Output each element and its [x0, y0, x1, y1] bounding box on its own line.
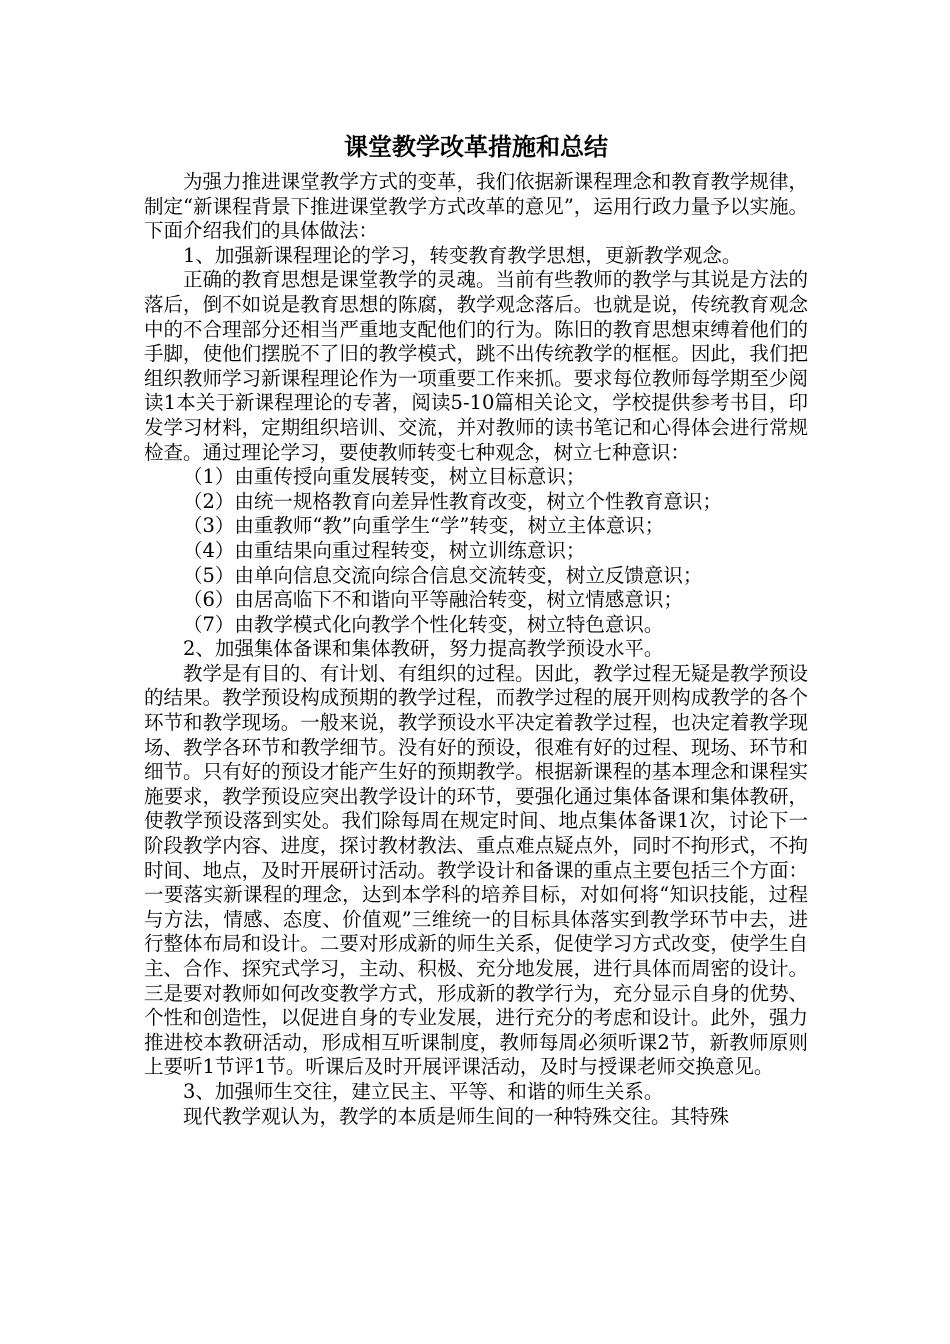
section-heading-2: 2、加强集体备课和集体教研，努力提高教学预设水平。 — [183, 637, 664, 661]
document-title: 课堂教学改革措施和总结 — [344, 132, 608, 161]
body-paragraph: 教学是有目的、有计划、有组织的过程。因此，教学过程无疑是教学预设的结果。教学预设构成预期的教学过程，而教学过程的展开则构成教学的各个环节和教学现场。一般来说，教学预设水平决定着教学过程，也决定着教学现场、教学各环节和教学细节。没有好的预设，很难有好的过程、现场、环节和细节。只有好的预设才能产生好的预期教学。根据新课程的基本理念和课程实施要求，教学预设应突出教学设计的环节，要强化通过集体备课和集体教研，使教学预设落到实处。我们除每周在规定时间、地点集体备课1次，讨论下一阶段教学内容、进度，探讨教材教法、重点难点疑点外，同时不拘形式，不拘时间、地点，及时开展研讨活动。教学设计和备课的重点主要包括三个方面：一要落实新课程的理念，达到本学科的培养目标，对如何将“知识技能，过程与方法，情感、态度、价值观”三维统一的目标具体落实到教学环节中去，进行整体布局和设计。二要对形成新的师生关系，促使学习方式改变，使学生自主、合作、探究式学习，主动、积极、充分地发展，进行具体而周密的设计。三是要对教师如何改变教学方式，形成新的教学行为，充分显示自身的优势、个性和创造性，以促进自身的专业发展，进行充分的考虑和设计。此外，强力推进校本教研活动，形成相互听课制度，教师每周必须听课2节，新教师原则上要听1节评1节。听课后及时开展评课活动，及时与授课老师交换意见。 — [144, 661, 808, 1079]
section-heading-3: 3、加强师生交往，建立民主、平等、和谐的师生关系。 — [183, 1079, 664, 1103]
list-item-1: （1）由重传授向重发展转变，树立目标意识； — [183, 465, 586, 489]
list-item-4: （4）由重结果向重过程转变，树立训练意识； — [183, 538, 586, 562]
document-body — [144, 130, 808, 1129]
body-paragraph: 现代教学观认为，教学的本质是师生间的一种特殊交往。其特殊 — [183, 1104, 730, 1128]
intro-paragraph: 为强力推进课堂教学方式的变革，我们依据新课程理念和教育教学规律，制定“新课程背景下推进课堂教学方式改革的意见”，运用行政力量予以实施。下面介绍我们的具体做法： — [144, 170, 808, 243]
list-item-3: （3）由重教师“教”向重学生“学”转变，树立主体意识； — [183, 514, 665, 538]
list-item-2: （2）由统一规格教育向差异性教育改变，树立个性教育意识； — [183, 489, 722, 513]
list-item-7: （7）由教学模式化向教学个性化转变，树立特色意识。 — [183, 612, 664, 636]
section-heading-1: 1、加强新课程理论的学习，转变教育教学思想，更新教学观念。 — [183, 243, 742, 267]
list-item-6: （6）由居高临下不和谐向平等融洽转变，树立情感意识； — [183, 588, 683, 612]
list-item-5: （5）由单向信息交流向综合信息交流转变，树立反馈意识； — [183, 563, 703, 587]
body-paragraph: 正确的教育思想是课堂教学的灵魂。当前有些教师的教学与其说是方法的落后，倒不如说是教育思想的陈腐，教学观念落后。也就是说，传统教育观念中的不合理部分还相当严重地支配他们的行为。陈旧的教育思想束缚着他们的手脚，使他们摆脱不了旧的教学模式，跳不出传统教学的框框。因此，我们把组织教师学习新课程理论作为一项重要工作来抓。要求每位教师每学期至少阅读1本关于新课程理论的专著，阅读5-10篇相关论文，学校提供参考书目，印发学习材料，定期组织培训、交流，并对教师的读书笔记和心得体会进行常规检查。通过理论学习，要使教师转变七种观念，树立七种意识： — [144, 268, 808, 464]
